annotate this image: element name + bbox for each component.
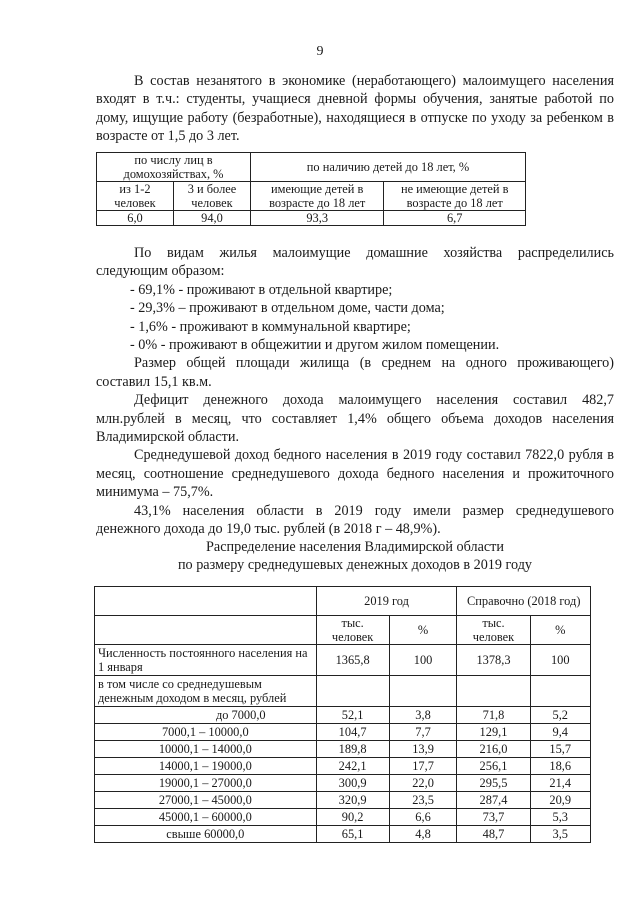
table2-cell: [316, 676, 389, 707]
table2-cell: 90,2: [316, 809, 389, 826]
table2-cell: 1378,3: [457, 645, 530, 676]
table2-cell: 65,1: [316, 826, 389, 843]
table2-row-label: 45000,1 – 60000,0: [95, 809, 317, 826]
table1-subheader: имеющие детей в возрасте до 18 лет: [251, 182, 384, 211]
table2-cell: 17,7: [389, 758, 457, 775]
table2-cell: 287,4: [457, 792, 530, 809]
table-row: [95, 775, 591, 792]
table2-cell: 100: [389, 645, 457, 676]
table2-cell: 23,5: [389, 792, 457, 809]
table2-row-label: 7000,1 – 10000,0: [95, 724, 317, 741]
intro-paragraph: В состав незанятого в экономике (неработающего) малоимущего населения входят в т.ч.: студенты, учащиеся дневной формы обучения, занятые работой по дому, ищущие работу (безработные), находящиеся в отпуске по уходу за ребенком в возрасте от 1,5 до 3 лет.: [96, 73, 614, 145]
table2-title: [96, 538, 614, 575]
table2-header-2019: 2019 год: [316, 587, 457, 616]
table2-corner: [95, 587, 317, 616]
table2-cell: 189,8: [316, 741, 389, 758]
table1-subheader: не имеющие детей в возрасте до 18 лет: [384, 182, 526, 211]
housing-item: - 1,6% - проживают в коммунальной квартире;: [130, 318, 411, 335]
table1-header-left: по числу лиц в домохозяйствах, %: [97, 153, 251, 182]
table2-cell: 9,4: [530, 724, 591, 741]
table1-header-right: по наличию детей до 18 лет, %: [251, 153, 526, 182]
table2-cell: 6,6: [389, 809, 457, 826]
housing-block: [96, 244, 614, 539]
table2-cell: [389, 676, 457, 707]
table-row: [95, 826, 591, 843]
housing-item: - 0% - проживают в общежитии и другом жилом помещении.: [130, 337, 500, 354]
table2-cell: 295,5: [457, 775, 530, 792]
table2-unit: %: [530, 616, 591, 645]
table2-cell: 100: [530, 645, 591, 676]
table2-row-label: свыше 60000,0: [95, 826, 317, 843]
table1-value: 6,7: [384, 211, 526, 226]
housing-item: - 69,1% - проживают в отдельной квартире;: [130, 281, 393, 298]
table-row: [95, 792, 591, 809]
table2-cell: 13,9: [389, 741, 457, 758]
table-row: [95, 758, 591, 775]
table2-cell: 300,9: [316, 775, 389, 792]
paragraph-average-income: Среднедушевой доход бедного населения в 2019 году составил 7822,0 рубля в месяц, соотношение среднедушевого дохода бедного населения и прожиточного минимума – 75,7%.: [96, 447, 614, 501]
housing-item: - 29,3% – проживают в отдельном доме, части дома;: [130, 300, 445, 317]
housing-intro: По видам жилья малоимущие домашние хозяйства распределились следующим образом:: [96, 245, 614, 280]
income-distribution-table: [94, 586, 591, 843]
table2-row-label: в том числе со среднедушевым денежным доходом в месяц, рублей: [95, 676, 317, 707]
table2-cell: 3,5: [530, 826, 591, 843]
table2-cell: 18,6: [530, 758, 591, 775]
table2-title-line: Распределение населения Владимирской области: [206, 539, 504, 555]
table2-cell: 242,1: [316, 758, 389, 775]
table1-value: 93,3: [251, 211, 384, 226]
table2-row-label: 19000,1 – 27000,0: [95, 775, 317, 792]
table2-cell: 5,3: [530, 809, 591, 826]
table2-cell: 3,8: [389, 707, 457, 724]
table2-cell: 4,8: [389, 826, 457, 843]
table-row: [95, 707, 591, 724]
paragraph-living-area: Размер общей площади жилища (в среднем на одного проживающего) составил 15,1 кв.м.: [96, 355, 614, 390]
table2-cell: 22,0: [389, 775, 457, 792]
table2-unit: %: [389, 616, 457, 645]
table2-row-label: 27000,1 – 45000,0: [95, 792, 317, 809]
table2-row-label: Численность постоянного населения на 1 января: [95, 645, 317, 676]
table2-cell: 129,1: [457, 724, 530, 741]
table1-subheader: из 1-2 человек: [97, 182, 174, 211]
table1-value: 6,0: [97, 211, 174, 226]
table2-title-line: по размеру среднедушевых денежных доходов в 2019 году: [177, 557, 533, 574]
table2-cell: 5,2: [530, 707, 591, 724]
table2-row-label: 14000,1 – 19000,0: [95, 758, 317, 775]
paragraph-income-share: 43,1% населения области в 2019 году имели размер среднедушевого денежного дохода до 19,0 тыс. рублей (в 2018 г – 48,9%).: [96, 502, 614, 538]
table-row: [95, 724, 591, 741]
table2-cell: 73,7: [457, 809, 530, 826]
table2-row-label: 10000,1 – 14000,0: [95, 741, 317, 758]
page-number: 9: [316, 44, 324, 59]
table2-unit: тыс. человек: [457, 616, 530, 645]
table2-cell: 1365,8: [316, 645, 389, 676]
table2-cell: 15,7: [530, 741, 591, 758]
table2-header-2018: Справочно (2018 год): [457, 587, 591, 616]
table2-cell: [530, 676, 591, 707]
intro-block: [96, 72, 614, 146]
paragraph-income-deficit: Дефицит денежного дохода малоимущего населения составил 482,7 млн.рублей в месяц, что составляет 1,4% общего объема доходов населения Владимирской области.: [96, 392, 614, 446]
table2-corner: [95, 616, 317, 645]
table2-cell: 21,4: [530, 775, 591, 792]
table2-cell: 320,9: [316, 792, 389, 809]
table-row: [95, 809, 591, 826]
table2-cell: 52,1: [316, 707, 389, 724]
table2-cell: 216,0: [457, 741, 530, 758]
table2-cell: 104,7: [316, 724, 389, 741]
table1-value: 94,0: [174, 211, 251, 226]
table2-cell: 48,7: [457, 826, 530, 843]
table1-subheader: 3 и более человек: [174, 182, 251, 211]
table2-cell: [457, 676, 530, 707]
table-row: [95, 741, 591, 758]
table2-row-label: до 7000,0: [95, 707, 317, 724]
table2-cell: 7,7: [389, 724, 457, 741]
household-structure-table: [96, 152, 526, 226]
table2-unit: тыс. человек: [316, 616, 389, 645]
table2-cell: 71,8: [457, 707, 530, 724]
table2-cell: 20,9: [530, 792, 591, 809]
table2-cell: 256,1: [457, 758, 530, 775]
